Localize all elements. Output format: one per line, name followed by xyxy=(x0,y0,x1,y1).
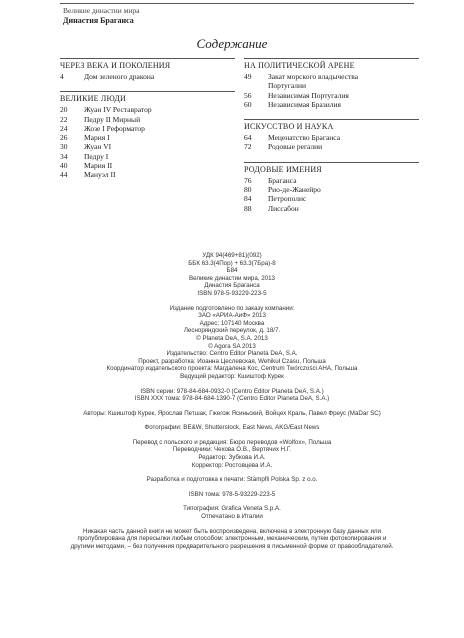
toc-entry-page: 34 xyxy=(60,151,68,161)
prepress-line: Разработка и подготовка к печати: Stämpfli Polska Sp. z o.o. xyxy=(146,476,318,484)
toc-entry-title: Рио-де-Жанейро xyxy=(268,185,321,195)
toc-entry-page: 24 xyxy=(60,123,68,133)
toc-entry[interactable] xyxy=(244,100,419,109)
toc-entry-page: 44 xyxy=(60,170,68,180)
toc-right-column xyxy=(244,58,419,223)
toc-entry-page: 60 xyxy=(244,99,252,109)
toc-entry-title: Мануэл II xyxy=(84,170,116,180)
bbk-line: ББК 63.3(4Пор) + 63.3(7Бра)-8 xyxy=(188,259,276,267)
toc-entry-page: 56 xyxy=(244,90,252,100)
copyright-1: © Planeta DeA, S.A. 2013 xyxy=(196,334,268,342)
toc-entry[interactable] xyxy=(244,91,419,100)
toc-entry-title: Меценатство Браганса xyxy=(268,133,341,143)
authors-line: Авторы: Кшиштоф Курек, Ярослав Петшак, Гжегож Ясиньский, Войцех Краль, Павел Фреус (MaDar SC) xyxy=(83,409,381,417)
imprint-block xyxy=(40,252,424,550)
toc-entry[interactable] xyxy=(244,176,419,185)
toc-entry[interactable] xyxy=(244,142,419,151)
toc-entry[interactable] xyxy=(60,124,235,133)
proofreader-line: Корректор: Ростовцева И.А. xyxy=(191,461,273,469)
toc-entry-title: Браганса xyxy=(268,175,297,185)
toc-entry[interactable] xyxy=(244,185,419,194)
printing-line: Типография: Grafica Veneta S.p.A. xyxy=(183,505,281,513)
toc-entry-title: Закат морского владычества xyxy=(268,72,359,81)
toc-entry-page: 64 xyxy=(244,133,252,143)
toc-section xyxy=(244,162,419,213)
toc-entry[interactable] xyxy=(60,152,235,161)
toc-entry-page: 88 xyxy=(244,203,252,213)
prepared-line: Издание подготовлено по заказу компании: xyxy=(169,304,295,312)
toc-entry-page: 72 xyxy=(244,142,252,152)
udk-line: УДК 94(469+81)(092) xyxy=(202,252,262,259)
toc-entry-title: Мария I xyxy=(84,133,110,143)
toc-entry-title: Жозе I Реформатор xyxy=(84,123,145,133)
toc-section-heading: ЧЕРЕЗ ВЕКА И ПОКОЛЕНИЯ xyxy=(60,58,235,70)
toc-section xyxy=(244,58,419,109)
toc-section-heading: НА ПОЛИТИЧЕСКОЙ АРЕНЕ xyxy=(244,58,419,70)
toc-entry-title: Независимая Бразилия xyxy=(268,99,341,109)
toc-entry[interactable] xyxy=(244,81,419,90)
toc-entry-page: 80 xyxy=(244,185,252,195)
lead-editor-line: Ведущий редактор: Кшиштоф Курек xyxy=(180,372,284,380)
toc-entry-page: 26 xyxy=(60,133,68,143)
toc-entry[interactable] xyxy=(60,161,235,170)
toc-entry[interactable] xyxy=(244,204,419,213)
toc-entry-title: Жуан IV Реставратор xyxy=(84,105,152,115)
volume-title: Династия Браганса xyxy=(63,16,134,25)
toc-entry-title: Португалии xyxy=(268,81,306,91)
toc-entry-title: Лиссабон xyxy=(268,203,299,213)
toc-entry-title: Петрополис xyxy=(268,194,307,204)
copyright-2: © Agora SA 2013 xyxy=(208,342,256,350)
toc-entry-title: Мария II xyxy=(84,161,113,171)
coordinator-line: Координатор издательского проекта: Магдалена Кос, Centrum Twórczości AHA, Польша xyxy=(106,365,358,373)
toc-section xyxy=(60,91,235,179)
toc-section xyxy=(244,119,419,152)
toc-entry[interactable] xyxy=(60,142,235,151)
toc-entry-title: Независимая Португалия xyxy=(268,90,349,100)
isbn-series-line: ISBN серии: 978-84-684-0932-0 (Centro Editor Planeta DeA, S.A.) xyxy=(140,387,324,395)
toc-entry[interactable] xyxy=(60,115,235,124)
toc-entry-page: 84 xyxy=(244,194,252,204)
toc-section-heading: ИСКУССТВО И НАУКА xyxy=(244,119,419,131)
toc-section-heading: РОДОВЫЕ ИМЕНИЯ xyxy=(244,162,419,174)
printed-in-line: Отпечатано в Италии xyxy=(201,513,263,521)
toc-entry-title: Педру I xyxy=(84,151,109,161)
toc-entry-page: 30 xyxy=(60,142,68,152)
toc-entry-page: 20 xyxy=(60,105,68,115)
toc-entry-page: 49 xyxy=(244,72,252,81)
toc-entry[interactable] xyxy=(60,72,235,81)
toc-section-heading: ВЕЛИКИЕ ЛЮДИ xyxy=(60,91,235,103)
toc-entry-page: 76 xyxy=(244,175,252,185)
toc-entry-title: Жуан VI xyxy=(84,142,112,152)
toc-entry-page: 22 xyxy=(60,114,68,124)
toc-entry[interactable] xyxy=(60,105,235,114)
toc-entry[interactable] xyxy=(244,194,419,203)
translation-line: Перевод с польского и редакция: Бюро переводов «Wolfox», Польша xyxy=(132,438,332,446)
series-title: Великие династии мира xyxy=(63,6,140,15)
editor-line: Редактор: Зубкова И.А. xyxy=(198,454,266,462)
isbn-volume-line: ISBN XXX тома: 978-84-684-1390-7 (Centro Editor Planeta DeA, S.A.) xyxy=(134,395,330,403)
toc-entry[interactable] xyxy=(244,72,419,81)
project-line: Проект, разработка: Иоанна Цеслевская, Wehikuł Czasu, Польша xyxy=(138,357,326,365)
series-line: Великие династии мира, 2013 xyxy=(188,274,276,282)
address-line-2: Лесноряндский переулок, д. 18/7. xyxy=(183,327,281,335)
toc-entry-page: 4 xyxy=(60,72,64,81)
toc-entry[interactable] xyxy=(244,133,419,142)
toc-entry-page xyxy=(244,81,268,90)
publisher-line: Издательство: Centro Editor Planeta DeA, S.A. xyxy=(166,350,298,358)
toc-entry[interactable] xyxy=(60,170,235,179)
toc-entry[interactable] xyxy=(60,133,235,142)
header-rule xyxy=(60,3,414,4)
isbn-main: ISBN 978-5-93229-223-5 xyxy=(197,289,267,297)
copyright-notice: Никакая часть данной книги не может быть воспроизведена, включена в электронную базу данных или пролублирована для пересылки любым способом: электронным, механическим, путем фотокопирования и другими методами, – без получения предварительного разрешения в письменной форме от правообладателей. xyxy=(70,527,394,550)
toc-entry-title: Педру II Мирный xyxy=(84,114,141,124)
toc-left-column xyxy=(60,58,235,190)
zao-line: ЗАО «АРИА-АиФ» 2013 xyxy=(198,312,266,320)
photos-line: Фотографии: BE&W, Shutterstock, East News, AKG/East News xyxy=(144,424,320,432)
toc-entry-title: Родовые регалии xyxy=(268,142,323,152)
toc-entry-title: Дом зеленого дракона xyxy=(84,72,155,81)
isbn-tome-line: ISBN тома: 978-5-93229-223-5 xyxy=(188,490,276,498)
toc-entry-page: 40 xyxy=(60,161,68,171)
toc-title: Содержание xyxy=(196,36,268,51)
volume-line: Династия Браганса xyxy=(204,282,260,290)
translators-line: Переводчики: Чехова О.В., Вертячих Н.Г. xyxy=(172,446,292,454)
address-line-1: Адрес: 107140 Москва xyxy=(199,319,265,327)
toc-section xyxy=(60,58,235,81)
bbk-code: Б84 xyxy=(226,267,238,275)
